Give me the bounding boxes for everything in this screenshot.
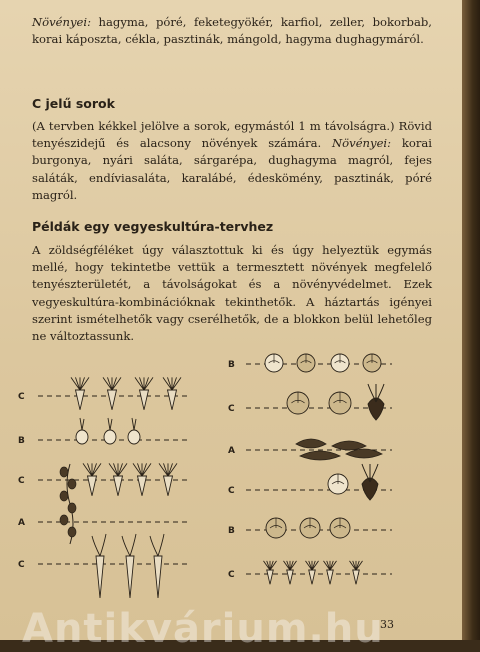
row-label-right: C: [228, 486, 235, 496]
cabbage-icon: [330, 518, 350, 538]
kohlrabi-icon: [297, 354, 315, 372]
carrot-icon: [103, 377, 121, 409]
row-label-left: B: [18, 436, 25, 446]
row-label-right: C: [228, 570, 235, 580]
planting-diagram: [0, 344, 462, 614]
section-c-paragraph: [32, 118, 432, 204]
row-label-left: A: [18, 518, 25, 528]
watermark: Antikvárium.hu: [22, 606, 384, 652]
cabbage-icon: [300, 518, 320, 538]
onion-icon: [76, 418, 88, 444]
bean-plant-icon: [332, 441, 366, 450]
section-c-line: (A tervben kékkel jelölve a sorok, egymástól 1 m távolságra.) Rövid tenyészidejű és alacsony növények számára.: [32, 119, 432, 151]
row-label-right: A: [228, 446, 235, 456]
carrot-icon: [264, 561, 277, 584]
onion-icon: [104, 418, 116, 444]
examples-heading: Példák egy vegyeskultúra-tervhez: [32, 219, 274, 234]
book-spine: [462, 0, 480, 640]
cabbage-icon: [265, 354, 283, 372]
row-label-right: C: [228, 404, 235, 414]
row-label-right: B: [228, 526, 235, 536]
carrot-icon: [324, 561, 337, 584]
beet-icon: [362, 464, 378, 500]
section-c-plants-list: korai burgonya, nyári saláta, sárgarépa, dughagyma magról, fejes saláták, endíviasaláta, karalábé, édeskömény, pasztinák, póré magról.: [32, 136, 433, 202]
bean-plant-icon: [296, 439, 326, 448]
intro-paragraph: [32, 14, 432, 48]
leek-icon: [150, 534, 164, 598]
beet-icon: [368, 384, 384, 420]
carrot-icon: [306, 561, 319, 584]
bean-plant-icon: [300, 451, 340, 460]
bean-plant-icon: [60, 464, 76, 544]
leek-icon: [92, 534, 106, 598]
leek-icon: [122, 534, 136, 598]
lettuce-icon: [328, 474, 348, 494]
plants-list: hagyma, póré, feketegyökér, karfiol, zeller, bokorbab, korai káposzta, cékla, pasztinák, mángold, hagyma dughagymáról.: [32, 15, 432, 47]
row-label-left: C: [18, 392, 25, 402]
carrot-icon: [350, 561, 363, 584]
carrot-icon: [135, 377, 153, 409]
row-label-left: C: [18, 476, 25, 486]
section-c-heading: C jelű sorok: [32, 96, 115, 111]
lettuce-icon: [329, 392, 351, 414]
onion-icon: [128, 418, 140, 444]
lettuce-icon: [287, 392, 309, 414]
page-number: 33: [380, 618, 394, 631]
plants-label: Növényei:: [32, 15, 92, 29]
row-label-right: B: [228, 360, 235, 370]
carrot-icon: [284, 561, 297, 584]
section-c-plants-label: Növényei:: [332, 136, 392, 151]
carrot-icon: [163, 377, 181, 409]
cabbage-icon: [331, 354, 349, 372]
examples-paragraph: A zöldségféléket úgy választottuk ki és úgy helyeztük egymás mellé, hogy tekintetbe vettük a termesztett növények megfelelő tenyészterületét, a távolságokat és a növényvédelmet. Ezek vegyeskultúra-kombinációknak tekinthetők. A háztartás igényei szerint ismételhetők vagy cserélhetők, de a blokkon belül lehetőleg ne változtassunk.: [32, 243, 432, 344]
carrot-icon: [71, 377, 89, 409]
row-label-left: C: [18, 560, 25, 570]
kohlrabi-icon: [363, 354, 381, 372]
cabbage-icon: [266, 518, 286, 538]
